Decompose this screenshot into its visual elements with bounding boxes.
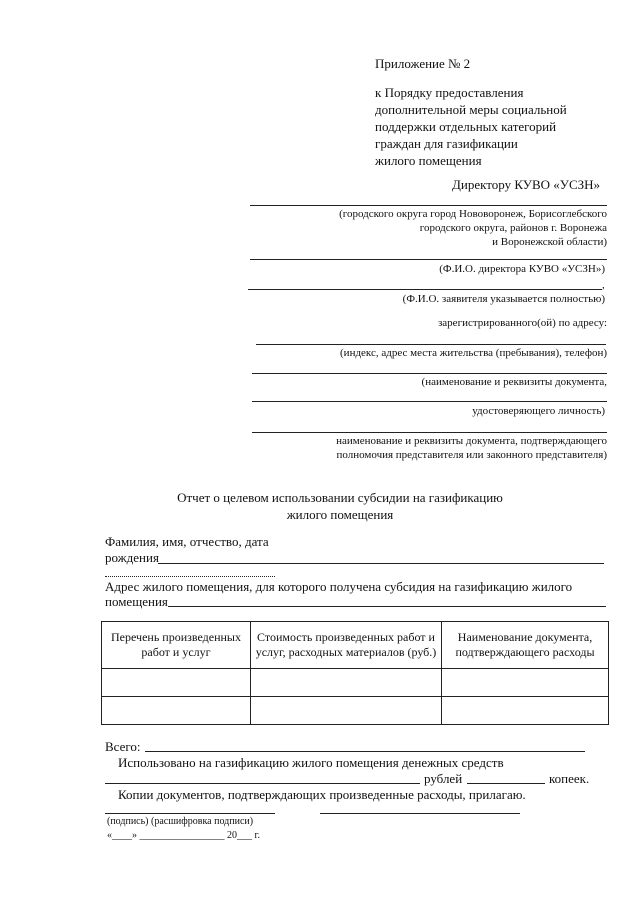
table-cell[interactable]: [102, 669, 251, 697]
rubles-line: [105, 783, 420, 784]
expenses-table: [101, 621, 609, 725]
signature-line: [105, 813, 275, 814]
applicant-hint: (Ф.И.О. заявителя указывается полностью): [402, 293, 605, 305]
identity-line: [252, 401, 607, 402]
document-title: [140, 489, 540, 523]
fio-extra-line: [105, 576, 275, 577]
fio-line: [158, 563, 604, 564]
rep-line: [252, 432, 607, 433]
title-line: Отчет о целевом использовании субсидии на газификацию: [177, 490, 503, 505]
table-cell[interactable]: [251, 669, 442, 697]
identity-hint: удостоверяющего личность): [472, 405, 605, 417]
title-line: жилого помещения: [286, 507, 394, 522]
total-label: Всего:: [105, 739, 141, 754]
total-line: [145, 751, 585, 752]
doc-hint: (наименование и реквизиты документа,: [421, 376, 607, 388]
table-header: Наименование документа, подтверждающего расходы: [442, 622, 609, 669]
table-header-row: [102, 622, 609, 669]
district-line: [250, 205, 607, 206]
signature-line-right: [320, 813, 520, 814]
used-text: Использовано на газификацию жилого помещения денежных средств: [118, 755, 504, 770]
appendix-line: поддержки отдельных категорий: [375, 119, 557, 134]
doc-line: [252, 373, 607, 374]
table-row: [102, 697, 609, 725]
table-cell[interactable]: [442, 697, 609, 725]
table-header: Стоимость произведенных работ и услуг, расходных материалов (руб.): [251, 622, 442, 669]
address-field-label2: помещения: [105, 594, 168, 609]
table-cell[interactable]: [442, 669, 609, 697]
signature-date: «____» _________________ 20___ г.: [107, 830, 260, 841]
appendix-number: Приложение № 2: [375, 56, 471, 71]
birth-label: рождения: [105, 550, 159, 565]
table-cell[interactable]: [102, 697, 251, 725]
kopecks-label: копеек.: [549, 771, 590, 786]
table-header: Перечень произведенных работ и услуг: [102, 622, 251, 669]
rep-hint-line: полномочия представителя или законного представителя): [336, 449, 607, 461]
district-hint-line: и Воронежской области): [492, 236, 607, 248]
rep-hint-line: наименование и реквизиты документа, подтверждающего: [336, 435, 607, 447]
address-hint: (индекс, адрес места жительства (пребывания), телефон): [340, 347, 607, 359]
table-cell[interactable]: [251, 697, 442, 725]
address-field-line: [168, 606, 606, 607]
table-row: [102, 669, 609, 697]
district-hint-line: городского округа, районов г. Воронежа: [419, 222, 607, 234]
appendix-line: граждан для газификации: [375, 136, 518, 151]
registered-label: зарегистрированного(ой) по адресу:: [437, 317, 607, 329]
district-hint-line: (городского округа город Нововоронеж, Борисоглебского: [339, 208, 607, 220]
district-hint: [250, 207, 607, 249]
addressee-to: Директору КУВО «УСЗН»: [452, 177, 601, 192]
signature-hint: (подпись) (расшифровка подписи): [107, 816, 254, 827]
address-field-label: Адрес жилого помещения, для которого получена субсидия на газификацию жилого: [105, 579, 573, 594]
appendix-text: [375, 84, 567, 169]
rep-hint: [250, 434, 607, 462]
address-line: [256, 344, 606, 345]
appendix-line: дополнительной меры социальной: [375, 102, 567, 117]
fio-label: Фамилия, имя, отчество, дата: [105, 534, 269, 549]
applicant-comma: ,: [602, 279, 605, 291]
copies-text: Копии документов, подтверждающих произведенные расходы, прилагаю.: [118, 787, 526, 802]
rubles-label: рублей: [424, 771, 463, 786]
kopecks-line: [467, 783, 545, 784]
director-hint: (Ф.И.О. директора КУВО «УСЗН»): [439, 263, 605, 275]
appendix-line: к Порядку предоставления: [375, 85, 524, 100]
applicant-line: [248, 289, 602, 290]
director-line: [250, 259, 607, 260]
appendix-line: жилого помещения: [375, 153, 482, 168]
